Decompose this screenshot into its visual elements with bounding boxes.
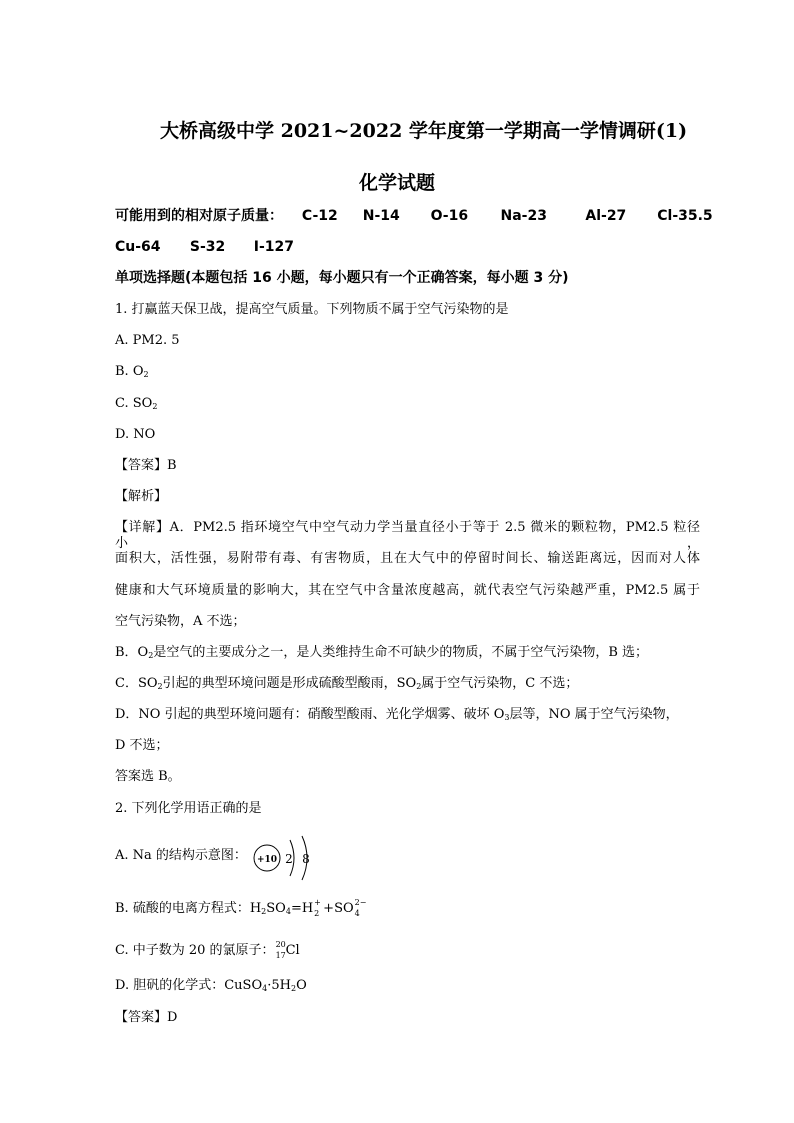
q2-option-b: B. 硫酸的电离方程式：$H_2SO_4=H$ + 2 +SO 2− 4 (115, 898, 367, 918)
q2-option-c: C. 中子数为 20 的氯原子： 20 17 Cl (115, 940, 300, 960)
atomic-mass-item: Cl-35.5 (657, 208, 713, 224)
q1-detail-line-2: 面积大，活性强，易附带有毒、有害物质，且在大气中的停留时间长、输送距离远，因而对人体 (115, 551, 700, 566)
atomic-mass-row-2 (115, 239, 294, 255)
q2-stem: 2. 下列化学用语正确的是 (115, 801, 262, 816)
section-heading: 单项选择题(本题包括 16 小题，每小题只有一个正确答案，每小题 3 分) (115, 270, 569, 286)
page-subtitle: 化学试题 (358, 172, 435, 194)
q1-detail-line-1: 【详解】A．PM2.5 指环境空气中空气动力学当量直径小于等于 2.5 微米的颗粒物，PM2.5 粒径小， (115, 520, 700, 551)
q1-detail-line-3: 健康和大气环境质量的影响大，其在空气中含量浓度越高，就代表空气污染越严重，PM2.5 属于 (115, 583, 700, 598)
atomic-mass-item: N-14 (362, 208, 400, 224)
atomic-mass-item: O-16 (430, 208, 469, 224)
q1-detail-d-cont: D 不选； (115, 738, 169, 753)
nucleus-label: +10 (256, 855, 278, 865)
atomic-mass-item: C-12 (301, 208, 338, 224)
shell-1-electrons: 2 (285, 852, 293, 866)
q2-option-d: D. 胆矾的化学式：$CuSO_4\cdot 5H_2O$ (115, 978, 307, 993)
page-title: 大桥高级中学 2021~2022 学年度第一学期高一学情调研(1) (160, 120, 688, 142)
atomic-mass-item: Na-23 (500, 208, 547, 224)
q1-answer: 【答案】B (115, 458, 177, 473)
atomic-mass-item: I-127 (253, 239, 294, 255)
shell-2-electrons: 8 (302, 852, 310, 866)
q2-option-a: A. Na 的结构示意图： (115, 848, 247, 863)
q1-option-a: A. PM2. 5 (115, 333, 180, 348)
q1-option-b: B. $O_2$ (115, 364, 149, 379)
q1-detail-c: C．$SO_2$引起的典型环境问题是形成硫酸型酸雨，$SO_2$属于空气污染物，C 不选； (115, 676, 579, 691)
atomic-mass-item: S-32 (189, 239, 226, 255)
q1-detail-d: D．NO 引起的典型环境问题有：硝酸型酸雨、光化学烟雾、破坏 $O_3$层等，NO 属于空气污染物， (115, 707, 679, 722)
sodium-structure-diagram (252, 834, 322, 882)
q1-conclusion: 答案选 B。 (115, 769, 181, 784)
atomic-mass-label: 可能用到的相对原子质量： (115, 208, 283, 224)
q1-option-c: C. $SO_2$ (115, 396, 158, 411)
q1-detail-b: B．$O_2$是空气的主要成分之一，是人类维持生命不可缺少的物质，不属于空气污染物，B 选； (115, 645, 648, 660)
atomic-mass-item: Al-27 (585, 208, 627, 224)
q1-stem: 1. 打赢蓝天保卫战，提高空气质量。下列物质不属于空气污染物的是 (115, 302, 509, 317)
q1-option-d: D. NO (115, 427, 156, 442)
q1-detail-line-4: 空气污染物，A 不选； (115, 614, 246, 629)
atomic-mass-row-1 (115, 208, 713, 224)
q1-analysis-label: 【解析】 (115, 489, 168, 504)
atomic-mass-item: Cu-64 (115, 239, 161, 255)
q2-answer: 【答案】D (115, 1010, 178, 1025)
